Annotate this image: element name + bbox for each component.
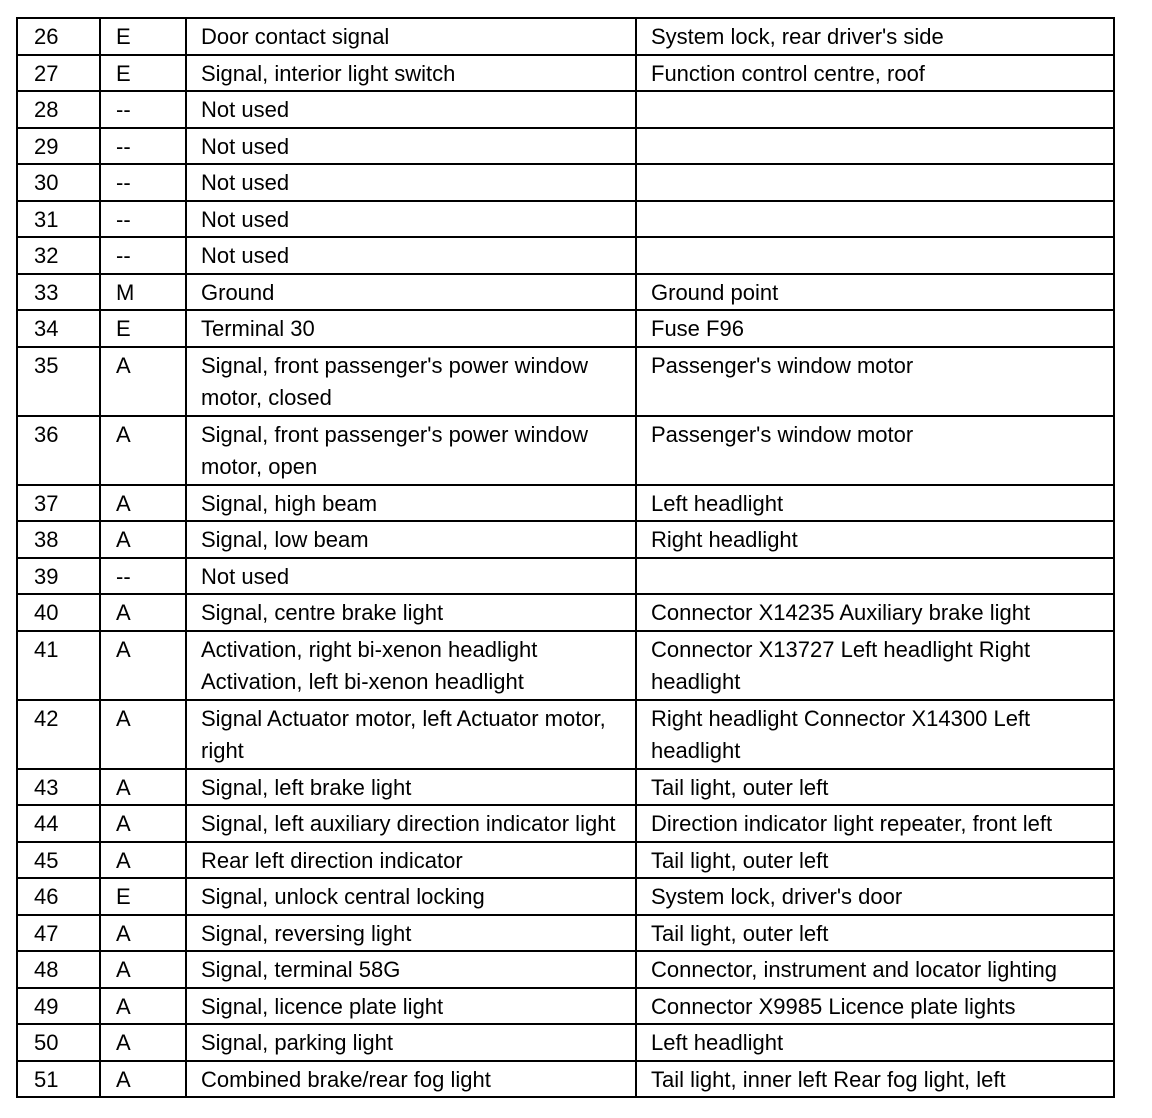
signal-type-cell: A (100, 631, 186, 700)
pin-number-cell: 30 (17, 164, 100, 201)
connection-cell: Passenger's window motor (636, 416, 1114, 485)
connection-cell (636, 237, 1114, 274)
description-cell: Signal, parking light (186, 1024, 636, 1061)
description-cell: Signal, reversing light (186, 915, 636, 952)
pin-assignment-table (16, 17, 1115, 1098)
signal-type-cell: A (100, 951, 186, 988)
table-row (17, 988, 1114, 1025)
pin-number-cell: 29 (17, 128, 100, 165)
signal-type-cell: -- (100, 201, 186, 238)
signal-type-cell: A (100, 988, 186, 1025)
connection-cell: Connector X9985 Licence plate lights (636, 988, 1114, 1025)
pin-number-cell: 49 (17, 988, 100, 1025)
pin-number-cell: 39 (17, 558, 100, 595)
pin-number-cell: 27 (17, 55, 100, 92)
connection-cell: Tail light, outer left (636, 769, 1114, 806)
table-row (17, 805, 1114, 842)
pin-number-cell: 50 (17, 1024, 100, 1061)
pin-number-cell: 46 (17, 878, 100, 915)
pin-number-cell: 36 (17, 416, 100, 485)
table-row (17, 91, 1114, 128)
connection-cell: Tail light, outer left (636, 842, 1114, 879)
pin-number-cell: 41 (17, 631, 100, 700)
description-cell: Signal, left brake light (186, 769, 636, 806)
description-cell: Signal, licence plate light (186, 988, 636, 1025)
signal-type-cell: A (100, 915, 186, 952)
connection-cell: Connector X14235 Auxiliary brake light (636, 594, 1114, 631)
description-cell: Ground (186, 274, 636, 311)
table-row (17, 201, 1114, 238)
connection-cell: Connector X13727 Left headlight Right headlight (636, 631, 1114, 700)
connection-cell: Right headlight (636, 521, 1114, 558)
table-row (17, 1061, 1114, 1098)
pin-number-cell: 43 (17, 769, 100, 806)
pin-number-cell: 45 (17, 842, 100, 879)
connection-cell (636, 201, 1114, 238)
table-row (17, 878, 1114, 915)
description-cell: Signal, front passenger's power window motor, closed (186, 347, 636, 416)
signal-type-cell: A (100, 521, 186, 558)
description-cell: Not used (186, 558, 636, 595)
description-cell: Not used (186, 237, 636, 274)
table-row (17, 631, 1114, 700)
pin-number-cell: 34 (17, 310, 100, 347)
pin-number-cell: 31 (17, 201, 100, 238)
pin-number-cell: 38 (17, 521, 100, 558)
description-cell: Signal, high beam (186, 485, 636, 522)
pin-number-cell: 28 (17, 91, 100, 128)
signal-type-cell: -- (100, 558, 186, 595)
pin-number-cell: 26 (17, 18, 100, 55)
table-row (17, 769, 1114, 806)
signal-type-cell: A (100, 1024, 186, 1061)
signal-type-cell: A (100, 416, 186, 485)
table-row (17, 310, 1114, 347)
pin-number-cell: 37 (17, 485, 100, 522)
table-row (17, 55, 1114, 92)
connection-cell: Function control centre, roof (636, 55, 1114, 92)
signal-type-cell: -- (100, 237, 186, 274)
table-row (17, 558, 1114, 595)
connection-cell: System lock, rear driver's side (636, 18, 1114, 55)
description-cell: Not used (186, 91, 636, 128)
signal-type-cell: M (100, 274, 186, 311)
connection-cell: Ground point (636, 274, 1114, 311)
description-cell: Signal, low beam (186, 521, 636, 558)
table-row (17, 274, 1114, 311)
connection-cell: Right headlight Connector X14300 Left headlight (636, 700, 1114, 769)
pin-number-cell: 47 (17, 915, 100, 952)
connection-cell: Tail light, outer left (636, 915, 1114, 952)
signal-type-cell: E (100, 878, 186, 915)
pin-number-cell: 32 (17, 237, 100, 274)
description-cell: Not used (186, 201, 636, 238)
description-cell: Rear left direction indicator (186, 842, 636, 879)
pin-number-cell: 42 (17, 700, 100, 769)
table-row (17, 416, 1114, 485)
description-cell: Door contact signal (186, 18, 636, 55)
description-cell: Signal, front passenger's power window motor, open (186, 416, 636, 485)
table-row (17, 594, 1114, 631)
table-row (17, 347, 1114, 416)
signal-type-cell: A (100, 347, 186, 416)
description-cell: Signal, terminal 58G (186, 951, 636, 988)
connection-cell (636, 558, 1114, 595)
table-row (17, 842, 1114, 879)
description-cell: Signal, centre brake light (186, 594, 636, 631)
description-cell: Signal, unlock central locking (186, 878, 636, 915)
signal-type-cell: A (100, 1061, 186, 1098)
signal-type-cell: A (100, 594, 186, 631)
table-row (17, 128, 1114, 165)
connection-cell (636, 128, 1114, 165)
connection-cell: System lock, driver's door (636, 878, 1114, 915)
table-row (17, 485, 1114, 522)
table-row (17, 164, 1114, 201)
connection-cell (636, 91, 1114, 128)
signal-type-cell: A (100, 700, 186, 769)
pin-number-cell: 40 (17, 594, 100, 631)
signal-type-cell: E (100, 18, 186, 55)
connection-cell: Left headlight (636, 1024, 1114, 1061)
signal-type-cell: -- (100, 128, 186, 165)
connection-cell (636, 164, 1114, 201)
signal-type-cell: A (100, 769, 186, 806)
signal-type-cell: -- (100, 91, 186, 128)
table-row (17, 521, 1114, 558)
signal-type-cell: -- (100, 164, 186, 201)
table-row (17, 1024, 1114, 1061)
connection-cell: Direction indicator light repeater, front left (636, 805, 1114, 842)
table-row (17, 951, 1114, 988)
description-cell: Terminal 30 (186, 310, 636, 347)
description-cell: Not used (186, 164, 636, 201)
connection-cell: Fuse F96 (636, 310, 1114, 347)
table-row (17, 18, 1114, 55)
signal-type-cell: A (100, 842, 186, 879)
connection-cell: Connector, instrument and locator lighting (636, 951, 1114, 988)
pin-number-cell: 48 (17, 951, 100, 988)
description-cell: Not used (186, 128, 636, 165)
description-cell: Signal, interior light switch (186, 55, 636, 92)
pin-number-cell: 51 (17, 1061, 100, 1098)
connection-cell: Passenger's window motor (636, 347, 1114, 416)
description-cell: Activation, right bi-xenon headlight Activation, left bi-xenon headlight (186, 631, 636, 700)
signal-type-cell: E (100, 310, 186, 347)
signal-type-cell: A (100, 485, 186, 522)
signal-type-cell: E (100, 55, 186, 92)
pin-number-cell: 35 (17, 347, 100, 416)
description-cell: Signal, left auxiliary direction indicator light (186, 805, 636, 842)
pin-table-body (17, 18, 1114, 1097)
description-cell: Combined brake/rear fog light (186, 1061, 636, 1098)
table-row (17, 700, 1114, 769)
signal-type-cell: A (100, 805, 186, 842)
table-row (17, 237, 1114, 274)
pin-number-cell: 44 (17, 805, 100, 842)
pin-number-cell: 33 (17, 274, 100, 311)
description-cell: Signal Actuator motor, left Actuator motor, right (186, 700, 636, 769)
connection-cell: Tail light, inner left Rear fog light, left (636, 1061, 1114, 1098)
connection-cell: Left headlight (636, 485, 1114, 522)
table-row (17, 915, 1114, 952)
